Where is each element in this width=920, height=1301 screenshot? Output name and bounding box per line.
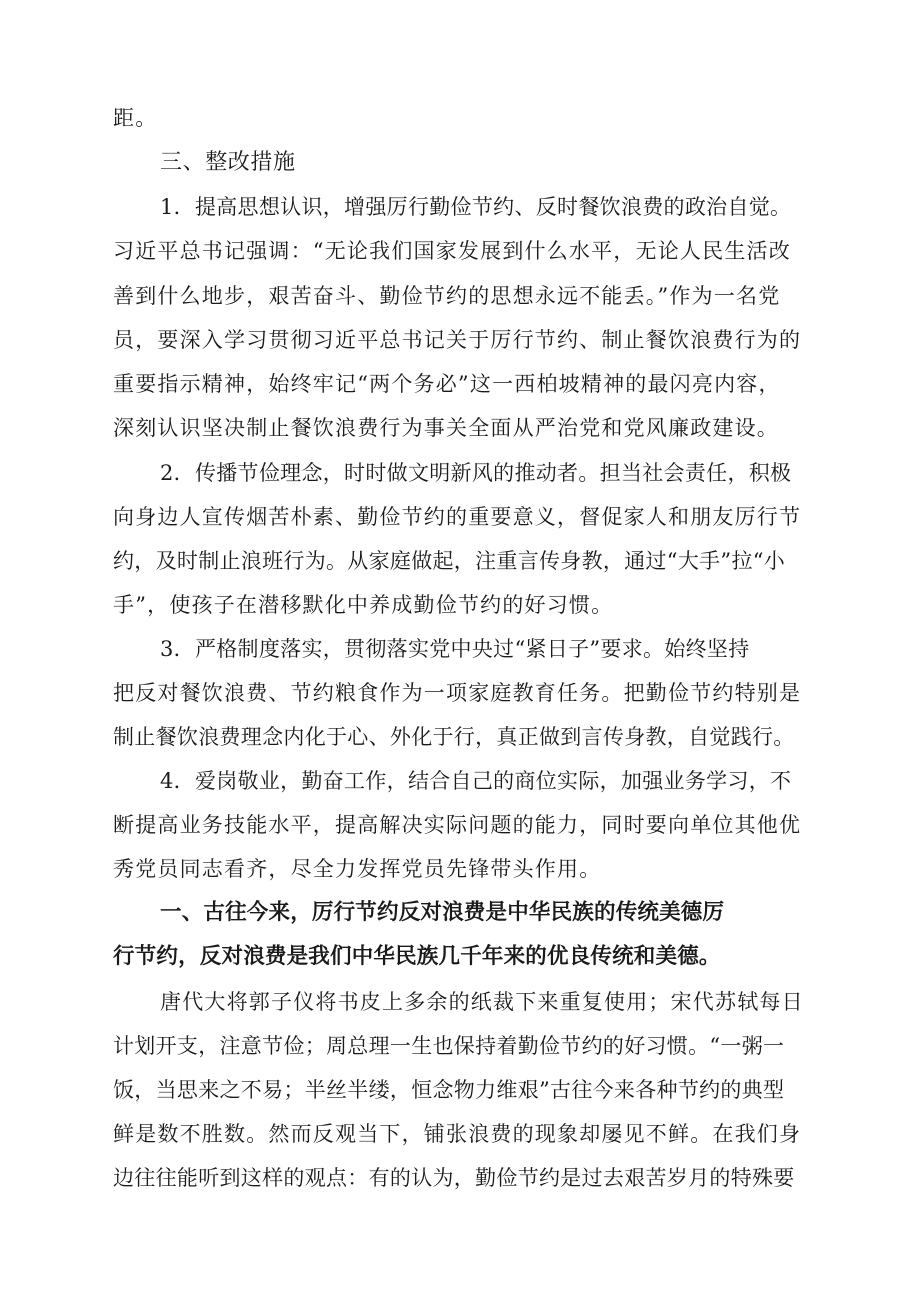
paragraph-first-line: 1．提高思想认识，增强厉行勤俭节约、反时餐饮浪费的政治自觉。 — [160, 195, 792, 219]
text-line: 制止餐饮浪费理念内化于心、外化于行，真正做到言传身教，自觉践行。 — [113, 725, 795, 749]
text-line: 员，要深入学习贯彻习近平总书记关于厉行节约、制止餐饮浪费行为的 — [113, 328, 802, 352]
text-line: 把反对餐饮浪费、节约粮食作为一项家庭教育任务。把勤俭节约特别是 — [113, 681, 802, 705]
text-line: 断提高业务技能水平，提高解决实际问题的能力，同时要向单位其他优 — [113, 813, 802, 837]
text-line: 善到什么地步，艰苦奋斗、勤俭节约的思想永远不能丢。”作为一名党 — [113, 284, 781, 308]
paragraph-first-line: 唐代大将郭子仪将书皮上多余的纸裁下来重复使用；宋代苏轼每日 — [160, 990, 804, 1014]
text-line: 深刻认识坚决制止餐饮浪费行为事关全面从严治党和党风廉政建设。 — [113, 416, 779, 440]
paragraph-first-line: 3．严格制度落实，贯彻落实党中央过“紧日子”要求。始终坚持 — [160, 637, 750, 661]
text-line: 距。 — [113, 106, 158, 130]
text-line: 边往往能听到这样的观点：有的认为，勤俭节约是过去艰苦岁月的特殊要 — [113, 1166, 795, 1190]
text-line: 重要指示精神，始终牢记“两个务必”这一西柏坡精神的最闪亮内容， — [113, 372, 781, 396]
bold-heading-line: 一、古往今来，厉行节约反对浪费是中华民族的传统美德厉 — [160, 900, 725, 925]
text-line: 秀党员同志看齐，尽全力发挥党员先锋带头作用。 — [113, 857, 602, 881]
paragraph-first-line: 4．爱岗敬业，勤奋工作，结合自己的商位实际，加强业务学习，不 — [160, 769, 792, 793]
text-line: 饭，当思来之不易；半丝半缕，恒念物力维艰”古往今来各种节约的典型 — [113, 1078, 785, 1102]
text-line: 鲜是数不胜数。然而反观当下，铺张浪费的现象却屡见不鲜。在我们身 — [113, 1122, 802, 1146]
paragraph-first-line: 2．传播节俭理念，时时做文明新风的推动者。担当社会责任，积极 — [160, 461, 792, 485]
section-heading: 三、整改措施 — [160, 150, 296, 175]
text-line: 计划开支，注意节俭；周总理一生也保持着勤俭节约的好习惯。“一粥一 — [113, 1034, 785, 1058]
bold-heading-line: 行节约，反对浪费是我们中华民族几千年来的优良传统和美德。 — [113, 944, 721, 969]
text-line: 手”，使孩子在潜移默化中养成勤俭节约的好习惯。 — [113, 593, 614, 617]
text-line: 约，及时制止浪班行为。从家庭做起，注重言传身教，通过“大手”拉“小 — [113, 549, 786, 573]
text-line: 习近平总书记强调：“无论我们国家发展到什么水平，无论人民生活改 — [113, 239, 791, 263]
text-line: 向身边人宣传烟苦朴素、勤俭节约的重要意义，督促家人和朋友厉行节 — [113, 505, 802, 529]
